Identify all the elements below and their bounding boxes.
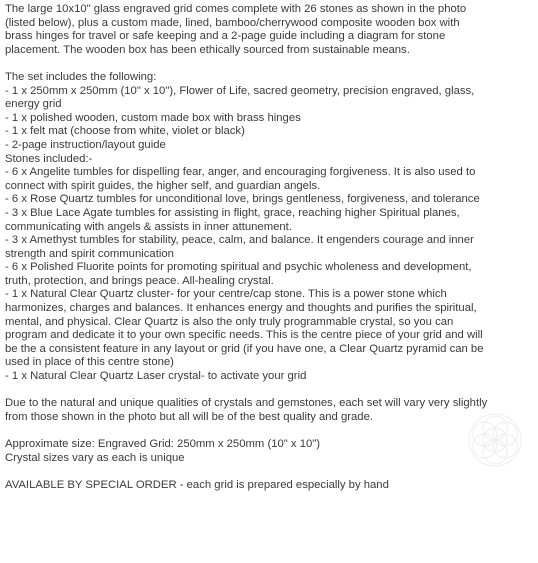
intro-line: The large 10x10" glass engraved grid comes complete with 26 stones as shown in the photo <box>5 3 467 15</box>
flower-of-life-watermark <box>455 400 535 480</box>
stone-item: strength and spirit communication <box>5 247 174 260</box>
stone-item: - 6 x Angelite tumbles for dispelling fear, anger, and encouraging forgiveness. It is also used to <box>5 166 476 179</box>
stones-heading: Stones included:- <box>5 152 93 165</box>
set-item: - 1 x 250mm x 250mm (10" x 10"), Flower of Life, sacred geometry, precision engraved, glass, <box>5 84 475 97</box>
set-item: - 2-page instruction/layout guide <box>5 138 166 151</box>
stone-item: - 3 x Blue Lace Agate tumbles for assisting in flight, grace, reaching higher Spiritual planes, <box>5 206 460 219</box>
size-line: Crystal sizes vary as each is unique <box>5 451 185 464</box>
set-item: energy grid <box>5 98 62 111</box>
set-heading: The set includes the following: <box>5 70 157 83</box>
stone-item: connect with spirit guides, the higher self, and guardian angels. <box>5 179 321 192</box>
variation-line: Due to the natural and unique qualities of crystals and gemstones, each set will vary very slightly <box>5 397 488 410</box>
stone-item: - 6 x Rose Quartz tumbles for unconditional love, brings gentleness, forgiveness, and tolerance <box>5 193 480 206</box>
paragraph-gap <box>5 384 535 398</box>
intro-line: brass hinges for travel or safe keeping and a 2-page guide including a diagram for stone <box>5 30 446 43</box>
stone-item: harmonizes, charges and balances. It enhances energy and thoughts and purifies the spiritual, <box>5 302 477 315</box>
stone-item: be the a consistent feature in any layout or grid (if you have one, a Clear Quartz pyramid can be <box>5 342 484 355</box>
stone-item: - 1 x Natural Clear Quartz cluster- for your centre/cap stone. This is a power stone which <box>5 288 447 301</box>
paragraph-gap <box>5 57 535 71</box>
stone-item: mental, and physical. Clear Quartz is also the only truly programmable crystal, so you can <box>5 315 454 328</box>
stone-item: - 3 x Amethyst tumbles for stability, peace, calm, and balance. It engenders courage and inner <box>5 234 474 247</box>
intro-line: (listed below), plus a custom made, lined, bamboo/cherrywood composite wooden box with <box>5 16 460 29</box>
variation-line: from those shown in the photo but all will be of the best quality and grade. <box>5 410 374 423</box>
set-item: - 1 x felt mat (choose from white, violet or black) <box>5 125 245 138</box>
stone-item: truth, protection, and brings peace. All-healing crystal. <box>5 274 274 287</box>
set-contents <box>5 71 535 384</box>
set-item: - 1 x polished wooden, custom made box with brass hinges <box>5 111 301 124</box>
intro-line: placement. The wooden box has been ethically sourced from sustainable means. <box>5 43 410 56</box>
size-line: Approximate size: Engraved Grid: 250mm x 250mm (10" x 10") <box>5 438 321 450</box>
intro-paragraph <box>5 3 535 57</box>
stone-item: - 6 x Polished Fluorite points for promoting spiritual and psychic wholeness and development, <box>5 261 472 274</box>
stone-item: - 1 x Natural Clear Quartz Laser crystal- to activate your grid <box>5 370 307 383</box>
stone-item: program and dedicate it to your own specific needs. This is the centre piece of your grid and will <box>5 329 483 342</box>
stone-item: used in place of this centre stone) <box>5 356 174 369</box>
order-line: AVAILABLE BY SPECIAL ORDER - each grid is prepared especially by hand <box>5 478 389 491</box>
order-note <box>5 479 535 493</box>
stone-item: communicating with angels & assists in inner attunement. <box>5 220 292 233</box>
